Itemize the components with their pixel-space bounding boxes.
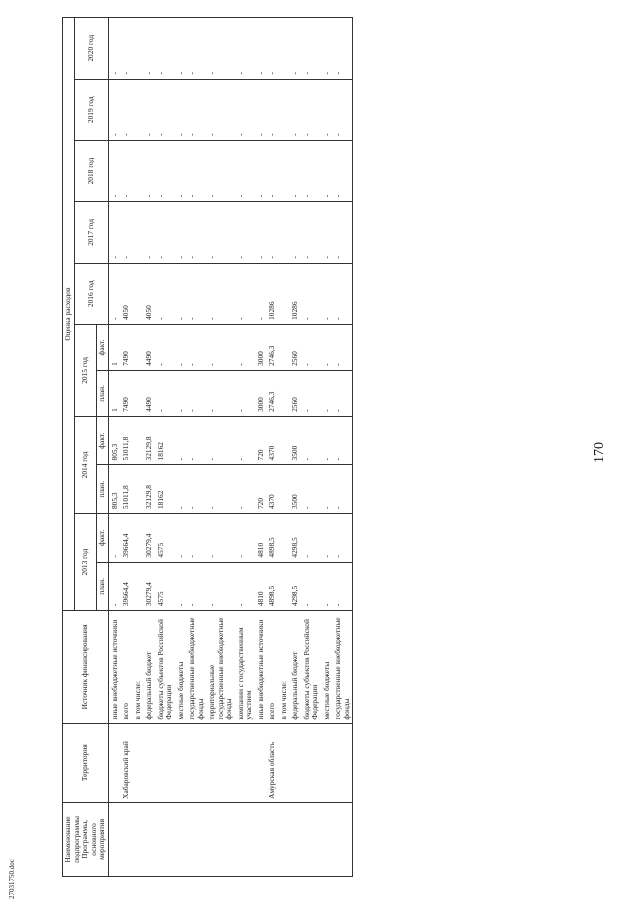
- value-cell: 4575: [155, 514, 175, 563]
- table-row: [235, 18, 255, 877]
- value-cell: [132, 263, 144, 324]
- value-cell: 7490: [120, 370, 132, 416]
- value-cell: -: [289, 140, 301, 201]
- program-name-cell: [132, 802, 144, 876]
- value-cell: -: [255, 263, 267, 324]
- value-cell: -: [175, 18, 187, 80]
- value-cell: 4490: [143, 324, 155, 370]
- value-cell: -: [120, 18, 132, 80]
- table-row: [278, 18, 290, 877]
- source-cell: компании с государственным участием: [235, 611, 255, 723]
- value-cell: -: [332, 18, 353, 80]
- value-cell: -: [301, 465, 321, 514]
- value-cell: 2746,3: [266, 324, 278, 370]
- value-cell: -: [186, 140, 206, 201]
- territory-cell: [289, 723, 301, 802]
- value-cell: -: [108, 562, 120, 611]
- territory-cell: [155, 723, 175, 802]
- value-cell: 30279,4: [143, 514, 155, 563]
- value-cell: -: [186, 18, 206, 80]
- source-cell: иные внебюджетные источники: [255, 611, 267, 723]
- value-cell: -: [206, 370, 235, 416]
- value-cell: [278, 18, 290, 80]
- value-cell: -: [175, 324, 187, 370]
- value-cell: 4050: [143, 263, 155, 324]
- value-cell: -: [108, 263, 120, 324]
- value-cell: -: [175, 465, 187, 514]
- value-cell: -: [175, 202, 187, 263]
- program-name-cell: [235, 802, 255, 876]
- program-name-cell: [266, 802, 278, 876]
- value-cell: -: [206, 263, 235, 324]
- value-cell: -: [266, 202, 278, 263]
- value-cell: -: [175, 514, 187, 563]
- value-cell: -: [108, 514, 120, 563]
- value-cell: -: [301, 324, 321, 370]
- header-territory: Территория: [63, 723, 109, 802]
- table-row: [206, 18, 235, 877]
- value-cell: -: [235, 465, 255, 514]
- header-year-2018: 2018 год: [74, 140, 108, 201]
- program-name-cell: [255, 802, 267, 876]
- header-2014-plan: план.: [97, 465, 109, 514]
- value-cell: -: [175, 79, 187, 140]
- value-cell: -: [321, 416, 333, 465]
- value-cell: 10286: [289, 263, 301, 324]
- header-2015-plan: план.: [97, 370, 109, 416]
- header-year-2014: 2014 год: [74, 416, 97, 513]
- program-name-cell: [155, 802, 175, 876]
- table-row: [321, 18, 333, 877]
- value-cell: -: [186, 79, 206, 140]
- value-cell: -: [332, 465, 353, 514]
- territory-cell: [301, 723, 321, 802]
- value-cell: -: [289, 79, 301, 140]
- header-2015-fact: факт.: [97, 324, 109, 370]
- table-row: [255, 18, 267, 877]
- table-row: [155, 18, 175, 877]
- value-cell: [132, 465, 144, 514]
- value-cell: 720: [255, 465, 267, 514]
- value-cell: -: [206, 140, 235, 201]
- value-cell: -: [206, 514, 235, 563]
- funding-table: [62, 17, 353, 877]
- source-cell: местные бюджеты: [321, 611, 333, 723]
- value-cell: [278, 562, 290, 611]
- header-source: Источник финансирования: [63, 611, 109, 723]
- page-number: 170: [592, 442, 607, 463]
- value-cell: -: [301, 370, 321, 416]
- value-cell: -: [175, 140, 187, 201]
- value-cell: -: [235, 18, 255, 80]
- table-row: [266, 18, 278, 877]
- value-cell: -: [235, 202, 255, 263]
- value-cell: 32129,8: [143, 465, 155, 514]
- territory-cell: [143, 723, 155, 802]
- source-cell: территориальные государственные внебюджетные фонды: [206, 611, 235, 723]
- value-cell: -: [321, 324, 333, 370]
- value-cell: -: [143, 79, 155, 140]
- table-row: [143, 18, 155, 877]
- value-cell: 18162: [155, 416, 175, 465]
- value-cell: 4050: [120, 263, 132, 324]
- program-name-cell: [321, 802, 333, 876]
- value-cell: -: [155, 370, 175, 416]
- source-cell: федеральный бюджет: [289, 611, 301, 723]
- value-cell: -: [186, 562, 206, 611]
- value-cell: 2560: [289, 324, 301, 370]
- program-name-cell: [278, 802, 290, 876]
- source-cell: государственные внебюджетные фонды: [332, 611, 353, 723]
- value-cell: 4898,5: [266, 514, 278, 563]
- value-cell: -: [108, 79, 120, 140]
- table-body: [108, 18, 353, 877]
- value-cell: -: [301, 416, 321, 465]
- value-cell: -: [321, 370, 333, 416]
- value-cell: [278, 324, 290, 370]
- value-cell: 4575: [155, 562, 175, 611]
- value-cell: 4370: [266, 465, 278, 514]
- territory-cell: [175, 723, 187, 802]
- value-cell: -: [301, 140, 321, 201]
- value-cell: -: [120, 140, 132, 201]
- program-name-cell: [120, 802, 132, 876]
- value-cell: -: [206, 324, 235, 370]
- value-cell: -: [321, 202, 333, 263]
- source-cell: в том числе:: [132, 611, 144, 723]
- table-row: [289, 18, 301, 877]
- value-cell: -: [175, 562, 187, 611]
- value-cell: -: [266, 140, 278, 201]
- value-cell: 4298,5: [289, 514, 301, 563]
- source-cell: всего: [120, 611, 132, 723]
- value-cell: -: [186, 202, 206, 263]
- value-cell: -: [321, 465, 333, 514]
- value-cell: 4298,5: [289, 562, 301, 611]
- value-cell: -: [301, 79, 321, 140]
- value-cell: -: [255, 202, 267, 263]
- value-cell: -: [175, 416, 187, 465]
- territory-cell: [332, 723, 353, 802]
- value-cell: 2746,3: [266, 370, 278, 416]
- value-cell: -: [301, 562, 321, 611]
- value-cell: -: [332, 562, 353, 611]
- value-cell: 39664,4: [120, 514, 132, 563]
- source-cell: федеральный бюджет: [143, 611, 155, 723]
- value-cell: -: [235, 370, 255, 416]
- value-cell: [132, 416, 144, 465]
- header-year-2015: 2015 год: [74, 324, 97, 416]
- value-cell: -: [206, 465, 235, 514]
- program-name-cell: [143, 802, 155, 876]
- value-cell: [278, 202, 290, 263]
- header-2013-fact: факт.: [97, 514, 109, 563]
- territory-cell: [278, 723, 290, 802]
- value-cell: -: [235, 416, 255, 465]
- value-cell: -: [186, 416, 206, 465]
- value-cell: -: [332, 140, 353, 201]
- value-cell: -: [301, 514, 321, 563]
- program-name-cell: [108, 802, 120, 876]
- value-cell: -: [155, 18, 175, 80]
- program-name-cell: [175, 802, 187, 876]
- value-cell: -: [301, 263, 321, 324]
- value-cell: -: [332, 370, 353, 416]
- value-cell: -: [143, 202, 155, 263]
- value-cell: -: [332, 263, 353, 324]
- value-cell: [132, 79, 144, 140]
- table-row: [301, 18, 321, 877]
- program-name-cell: [206, 802, 235, 876]
- territory-cell: Хабаровский край: [120, 723, 132, 802]
- value-cell: -: [155, 263, 175, 324]
- value-cell: -: [235, 140, 255, 201]
- value-cell: -: [206, 416, 235, 465]
- value-cell: [132, 140, 144, 201]
- value-cell: -: [321, 79, 333, 140]
- value-cell: -: [235, 79, 255, 140]
- source-cell: иные внебюджетные источники: [108, 611, 120, 723]
- value-cell: -: [206, 562, 235, 611]
- value-cell: -: [155, 324, 175, 370]
- territory-cell: [206, 723, 235, 802]
- value-cell: 3000: [255, 370, 267, 416]
- value-cell: 4370: [266, 416, 278, 465]
- value-cell: -: [332, 202, 353, 263]
- value-cell: 3500: [289, 465, 301, 514]
- value-cell: -: [175, 370, 187, 416]
- header-2013-plan: план.: [97, 562, 109, 611]
- source-cell: местные бюджеты: [175, 611, 187, 723]
- program-name-cell: [301, 802, 321, 876]
- territory-cell: [186, 723, 206, 802]
- value-cell: -: [175, 263, 187, 324]
- value-cell: -: [235, 514, 255, 563]
- document-code: 27031750.doc: [8, 859, 16, 899]
- header-2014-fact: факт.: [97, 416, 109, 465]
- value-cell: -: [186, 324, 206, 370]
- program-name-cell: [332, 802, 353, 876]
- value-cell: [132, 202, 144, 263]
- header-year-2016: 2016 год: [74, 263, 108, 324]
- value-cell: 32129,8: [143, 416, 155, 465]
- value-cell: -: [186, 514, 206, 563]
- header-name: Наименование подпрограммы Программы, основного мероприятия: [63, 802, 109, 876]
- territory-cell: Амурская область: [266, 723, 278, 802]
- value-cell: -: [143, 140, 155, 201]
- value-cell: [132, 370, 144, 416]
- value-cell: 805,3: [108, 416, 120, 465]
- header-year-2019: 2019 год: [74, 79, 108, 140]
- value-cell: 51011,8: [120, 465, 132, 514]
- territory-cell: [235, 723, 255, 802]
- source-cell: бюджеты субъектов Российской Федерации: [155, 611, 175, 723]
- value-cell: 4898,5: [266, 562, 278, 611]
- value-cell: -: [266, 18, 278, 80]
- source-cell: всего: [266, 611, 278, 723]
- value-cell: -: [321, 514, 333, 563]
- table-row: [108, 18, 120, 877]
- value-cell: -: [289, 18, 301, 80]
- value-cell: -: [255, 79, 267, 140]
- territory-cell: [321, 723, 333, 802]
- value-cell: [278, 416, 290, 465]
- value-cell: 4810: [255, 514, 267, 563]
- value-cell: [132, 18, 144, 80]
- value-cell: -: [206, 79, 235, 140]
- value-cell: 1: [108, 324, 120, 370]
- value-cell: [278, 465, 290, 514]
- header-year-2017: 2017 год: [74, 202, 108, 263]
- value-cell: 3000: [255, 324, 267, 370]
- value-cell: -: [235, 562, 255, 611]
- header-estimate: Оценка расходов: [63, 18, 75, 611]
- header-year-2020: 2020 год: [74, 18, 108, 80]
- value-cell: -: [332, 514, 353, 563]
- value-cell: -: [120, 202, 132, 263]
- value-cell: 805,3: [108, 465, 120, 514]
- value-cell: 4490: [143, 370, 155, 416]
- value-cell: -: [206, 202, 235, 263]
- value-cell: -: [235, 263, 255, 324]
- value-cell: [278, 514, 290, 563]
- value-cell: -: [321, 562, 333, 611]
- territory-cell: [132, 723, 144, 802]
- value-cell: [278, 79, 290, 140]
- value-cell: [278, 263, 290, 324]
- value-cell: -: [321, 18, 333, 80]
- value-cell: 3500: [289, 416, 301, 465]
- table-row: [175, 18, 187, 877]
- value-cell: 18162: [155, 465, 175, 514]
- value-cell: 720: [255, 416, 267, 465]
- source-cell: бюджеты субъектов Российской Федерации: [301, 611, 321, 723]
- value-cell: 30279,4: [143, 562, 155, 611]
- value-cell: [278, 370, 290, 416]
- program-name-cell: [289, 802, 301, 876]
- value-cell: -: [255, 140, 267, 201]
- value-cell: -: [321, 263, 333, 324]
- value-cell: -: [289, 202, 301, 263]
- table-row: [132, 18, 144, 877]
- value-cell: [132, 562, 144, 611]
- header-year-2013: 2013 год: [74, 514, 97, 611]
- value-cell: -: [155, 140, 175, 201]
- table-row: [186, 18, 206, 877]
- value-cell: -: [108, 202, 120, 263]
- value-cell: 10286: [266, 263, 278, 324]
- source-cell: в том числе:: [278, 611, 290, 723]
- value-cell: 2560: [289, 370, 301, 416]
- source-cell: государственные внебюджетные фонды: [186, 611, 206, 723]
- value-cell: -: [155, 202, 175, 263]
- value-cell: 39664,4: [120, 562, 132, 611]
- value-cell: 7490: [120, 324, 132, 370]
- value-cell: -: [186, 370, 206, 416]
- value-cell: -: [266, 79, 278, 140]
- value-cell: -: [120, 79, 132, 140]
- value-cell: -: [206, 18, 235, 80]
- value-cell: -: [186, 263, 206, 324]
- value-cell: -: [143, 18, 155, 80]
- value-cell: -: [321, 140, 333, 201]
- table-row: [120, 18, 132, 877]
- value-cell: -: [301, 18, 321, 80]
- value-cell: -: [186, 465, 206, 514]
- value-cell: [132, 514, 144, 563]
- value-cell: -: [108, 140, 120, 201]
- value-cell: [132, 324, 144, 370]
- value-cell: -: [332, 79, 353, 140]
- table-row: [332, 18, 353, 877]
- value-cell: -: [301, 202, 321, 263]
- territory-cell: [255, 723, 267, 802]
- value-cell: -: [235, 324, 255, 370]
- value-cell: 4810: [255, 562, 267, 611]
- program-name-cell: [186, 802, 206, 876]
- value-cell: 51011,8: [120, 416, 132, 465]
- value-cell: -: [155, 79, 175, 140]
- value-cell: [278, 140, 290, 201]
- value-cell: -: [332, 324, 353, 370]
- value-cell: -: [108, 18, 120, 80]
- value-cell: -: [255, 18, 267, 80]
- territory-cell: [108, 723, 120, 802]
- value-cell: -: [332, 416, 353, 465]
- value-cell: 1: [108, 370, 120, 416]
